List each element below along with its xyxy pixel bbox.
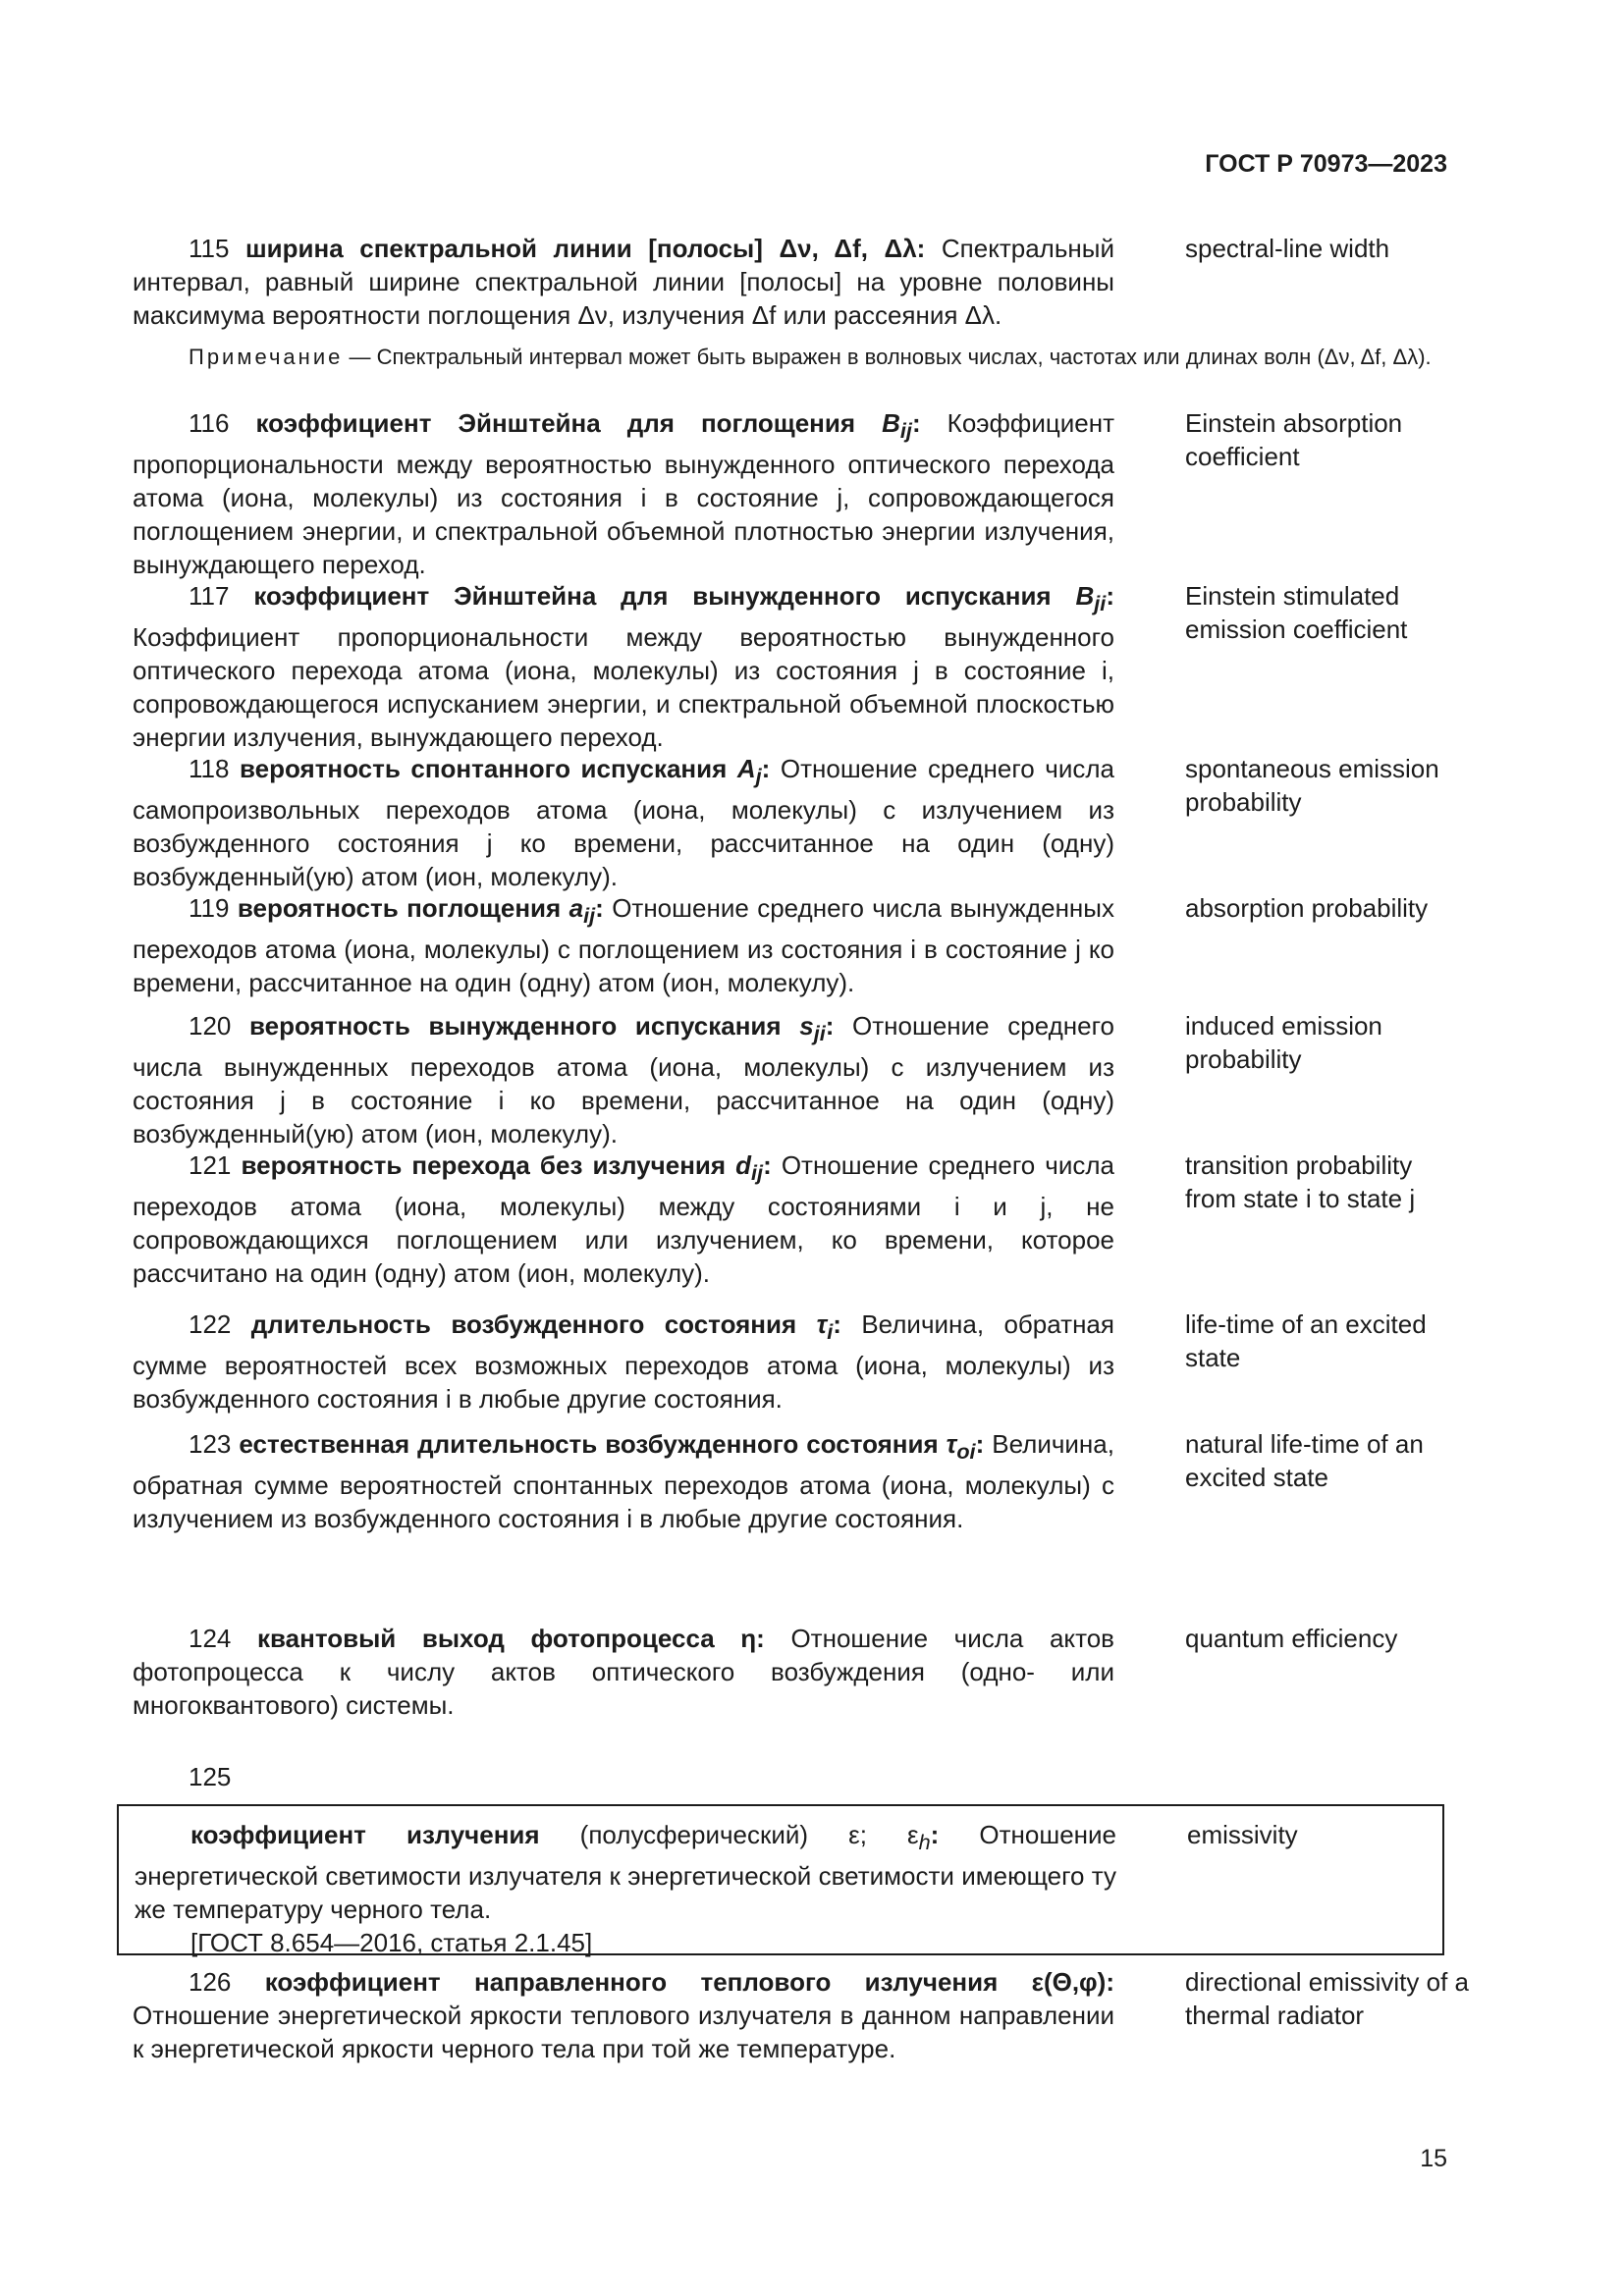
english-term: emissivity [1187,1820,1298,1849]
term-entry-125-box: коэффициент излучения (полусферический) ε; $\varepsilon_h$: Отношение энергетической светимости излучателя к энергетической светимости имеющего ту же температуру черного тела. [ГОСТ 8.654—2016, статья 2.1.45] emissivity [117,1804,1444,1955]
english-term: Einstein stimulated emission coefficient [1185,581,1408,644]
english-term: spectral-line width [1185,234,1390,263]
english-term: quantum efficiency [1185,1624,1398,1653]
english-term: absorption probability [1185,893,1429,923]
entry-text: 115 ширина спектральной линии [полосы] Δν, Δf, Δλ: Спектральный интервал, равный ширине спектральной линии [полосы] на уровне половины максимума вероятности поглощения Δν, излучения Δf или рассеяния Δλ. [133,234,1114,330]
definition: Величина, обратная сумме вероятностей всех возможных переходов атома (иона, молекулы) из возбужденного состояния i в любые другие состояния. [133,1309,1114,1415]
english-term: directional emissivity of a thermal radiator [1185,1967,1469,2030]
term: длительность возбужденного состояния [250,1309,797,1339]
definition: Отношение среднего числа самопроизвольных переходов атома (иона, молекулы) с излучением из возбужденного состояния j ко времени, рассчитанное на один (одну) возбужденный(ую) атом (ион, молекулу). [133,754,1114,892]
definition: Величина, обратная сумме вероятностей спонтанных переходов атома (иона, молекулы) с излучением из возбужденного состояния i в любые другие состояния. [133,1429,1114,1534]
term: вероятность спонтанного испускания [240,754,728,783]
english-term: transition probability from state i to state j [1185,1150,1416,1213]
term: коэффициент излучения [190,1820,540,1849]
page-number: 15 [1420,2145,1447,2172]
definition: Отношение среднего числа вынужденных переходов атома (иона, молекулы) с поглощением из состояния i в состояние j ко времени, рассчитанное на один (одну) атом (ион, молекулу). [133,893,1114,998]
term: коэффициент направленного теплового излучения ε(Θ,φ): [264,1967,1114,1997]
definition: Коэффициент пропорциональности между вероятностью вынужденного оптического перехода атома (иона, молекулы) из состояния j в состояние i, сопровождающегося испусканием энергии, и спектральной объемной плоскостью энергии излучения, вынуждающего переход. [133,622,1114,753]
english-term: Einstein absorption coefficient [1185,408,1403,471]
term: вероятность вынужденного испускания [249,1011,782,1041]
definition: Отношение энергетической яркости теплового излучателя в данном направлении к энергетической яркости черного тела при той же температуре. [133,2001,1114,2063]
document-id: ГОСТ Р 70973—2023 [1205,150,1447,178]
term: квантовый выход фотопроцесса η: [257,1624,765,1653]
english-term: natural life-time of an excited state [1185,1429,1424,1492]
note [133,342,1443,373]
term: естественная длительность возбужденного состояния [239,1429,939,1459]
english-term: life-time of an excited state [1185,1309,1427,1372]
definition: Отношение среднего числа переходов атома (иона, молекулы) между состояниями i и j, не сопровождающихся поглощением или излучением, ко времени, которое рассчитано на один (одну) атом (ион, молекулу). [133,1150,1114,1289]
term: вероятность перехода без излучения [241,1150,727,1180]
english-term: spontaneous emission probability [1185,754,1439,817]
definition: Отношение энергетической светимости излучателя к энергетической светимости имеющего ту же температуру черного тела. [135,1820,1117,1925]
term: вероятность поглощения [237,893,562,923]
definition: Спектральный интервал, равный ширине спектральной линии [полосы] на уровне половины максимума вероятности поглощения Δν, излучения Δf или рассеяния Δλ. [133,234,1114,330]
english-term: induced emission probability [1185,1011,1382,1074]
note-label: Примечание [189,345,344,369]
term: ширина спектральной линии [полосы] Δν, Δf, Δλ: [245,234,926,263]
note-text: — Спектральный интервал может быть выражен в волновых числах, частотах или длинах волн (Δν, Δf, Δλ). [349,345,1432,369]
entry-number-125: 125 [189,1762,232,1791]
source-reference: [ГОСТ 8.654—2016, статья 2.1.45] [190,1928,593,1958]
definition: Отношение среднего числа вынужденных переходов атома (иона, молекулы) с излучением из состояния j в состояние i ко времени, рассчитанное на один (одну) возбужденный(ую) атом (ион, молекулу). [133,1011,1114,1149]
term: коэффициент Эйнштейна для поглощения [255,408,856,438]
definition: Отношение числа актов фотопроцесса к числу актов оптического возбуждения (одно- или многоквантового) системы. [133,1624,1114,1720]
term: коэффициент Эйнштейна для вынужденного испускания [253,581,1052,611]
definition: Коэффициент пропорциональности между вероятностью вынужденного оптического перехода атома (иона, молекулы) из состояния i в состояние j, сопровождающегося поглощением энергии, и спектральной объемной плотностью энергии излучения, вынуждающего переход. [133,408,1114,580]
